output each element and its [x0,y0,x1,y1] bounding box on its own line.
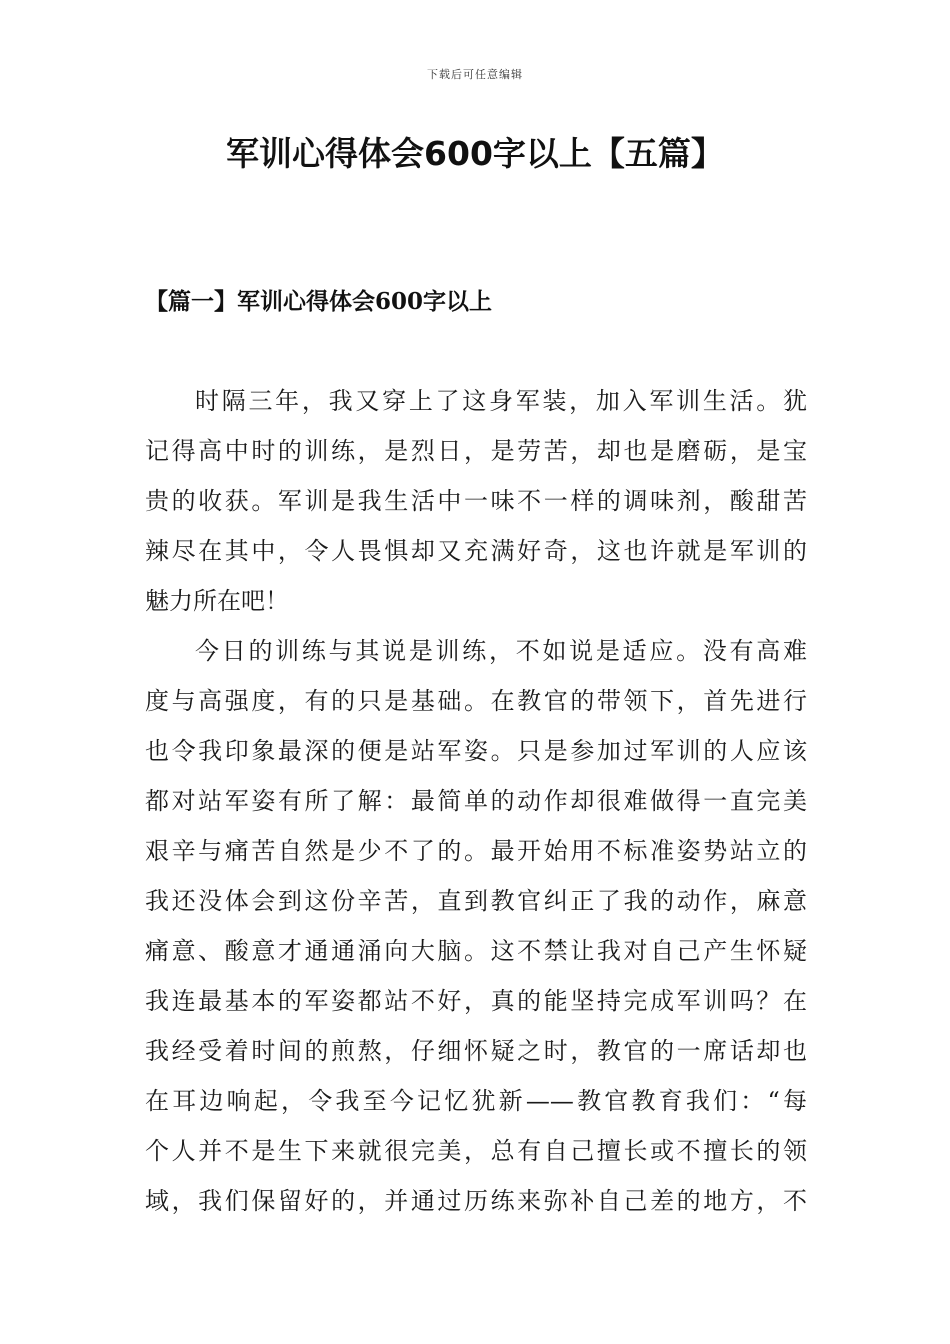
paragraph-1 [145,376,807,626]
header-note: 下载后可任意编辑 [427,68,523,81]
text-line: 我还没体会到这份辛苦，直到教官纠正了我的动作，麻意 [145,887,807,915]
paragraph-2 [145,626,807,1226]
text-line: 我连最基本的军姿都站不好，真的能坚持完成军训吗？在 [145,987,807,1015]
text-line: 我经受着时间的煎熬，仔细怀疑之时，教官的一席话却也 [145,1037,807,1065]
text-line: 时隔三年，我又穿上了这身军装，加入军训生活。犹 [195,387,807,415]
body-text [145,376,807,1226]
document-title: 军训心得体会600字以上【五篇】 [226,134,724,173]
text-line: 辣尽在其中，令人畏惧却又充满好奇，这也许就是军训的 [145,537,807,565]
text-line: 域，我们保留好的，并通过历练来弥补自己差的地方，不 [145,1187,807,1215]
text-line: 个人并不是生下来就很完美，总有自己擅长或不擅长的领 [145,1137,807,1165]
text-line: 痛意、酸意才通通涌向大脑。这不禁让我对自己产生怀疑 [145,937,807,965]
text-line: 记得高中时的训练，是烈日，是劳苦，却也是磨砺，是宝 [145,437,807,465]
text-line: 今日的训练与其说是训练，不如说是适应。没有高难 [195,637,807,665]
text-line: 魅力所在吧！ [145,587,289,615]
section-heading: 【篇一】军训心得体会600字以上 [145,288,493,315]
text-line: 都对站军姿有所了解：最简单的动作却很难做得一直完美 [145,787,807,815]
text-line: 也令我印象最深的便是站军姿。只是参加过军训的人应该 [145,737,807,765]
text-line: 贵的收获。军训是我生活中一味不一样的调味剂，酸甜苦 [145,487,807,515]
text-line: 艰辛与痛苦自然是少不了的。最开始用不标准姿势站立的 [145,837,807,865]
text-line: 在耳边响起，令我至今记忆犹新——教官教育我们：“每 [145,1087,807,1115]
text-line: 度与高强度，有的只是基础。在教官的带领下，首先进行 [145,687,807,715]
